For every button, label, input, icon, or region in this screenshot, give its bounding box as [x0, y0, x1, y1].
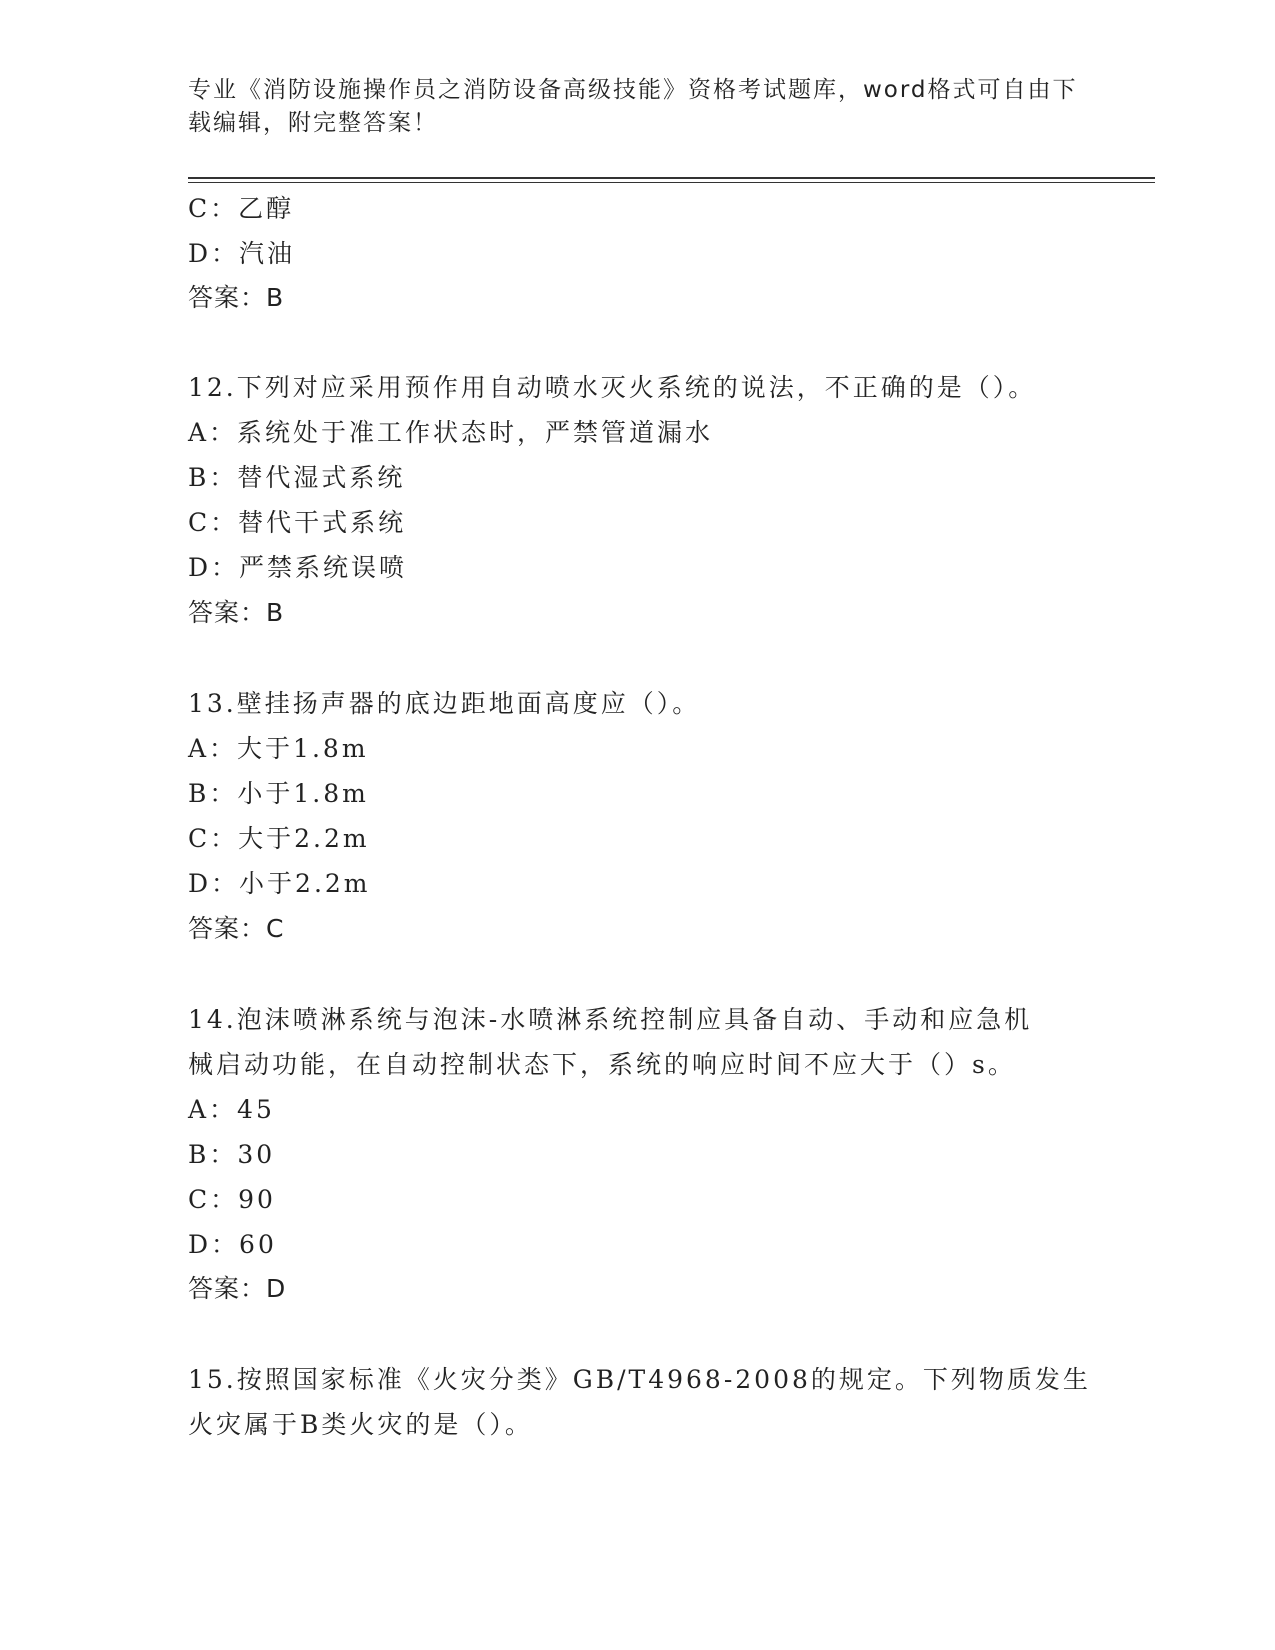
q13-option-a: A：大于1.8m	[188, 734, 369, 763]
q14-question-line-1: 14.泡沫喷淋系统与泡沫-水喷淋系统控制应具备自动、手动和应急机	[188, 1005, 1033, 1034]
q13-question: 13.壁挂扬声器的底边距地面高度应（）。	[188, 689, 701, 718]
q13-option-b: B：小于1.8m	[188, 779, 369, 808]
q15-question-line-1: 15.按照国家标准《火灾分类》GB/T4968-2008的规定。下列物质发生	[188, 1365, 1091, 1394]
q13-option-d: D：小于2.2m	[188, 869, 371, 898]
q14-option-a: A：45	[188, 1095, 275, 1124]
prev-answer: 答案：B	[188, 283, 285, 312]
q14-option-d: D：60	[188, 1230, 277, 1259]
document-header	[188, 74, 1088, 140]
q12-option-d: D：严禁系统误喷	[188, 553, 408, 582]
q14-option-c: C：90	[188, 1185, 276, 1214]
q12-option-a: A：系统处于准工作状态时，严禁管道漏水	[188, 418, 714, 447]
prev-option-c: C：乙醇	[188, 194, 295, 223]
header-divider-thin	[188, 182, 1155, 183]
header-divider-thick	[188, 177, 1155, 179]
q13-option-c: C：大于2.2m	[188, 824, 370, 853]
q14-answer: 答案：D	[188, 1274, 287, 1303]
q12-option-b: B：替代湿式系统	[188, 463, 406, 492]
q12-option-c: C：替代干式系统	[188, 508, 407, 537]
q13-answer: 答案：C	[188, 914, 285, 943]
q12-answer: 答案：B	[188, 598, 285, 627]
prev-option-d: D：汽油	[188, 239, 296, 268]
q15-question-line-2: 火灾属于B类火灾的是（）。	[188, 1410, 533, 1439]
header-line-2: 载编辑，附完整答案！	[188, 110, 438, 136]
header-line-1: 专业《消防设施操作员之消防设备高级技能》资格考试题库，word格式可自由下	[188, 77, 1078, 103]
q14-question-line-2: 械启动功能，在自动控制状态下，系统的响应时间不应大于（）s。	[188, 1050, 1016, 1079]
q12-question: 12.下列对应采用预作用自动喷水灭火系统的说法，不正确的是（）。	[188, 373, 1037, 402]
q14-option-b: B：30	[188, 1140, 276, 1169]
